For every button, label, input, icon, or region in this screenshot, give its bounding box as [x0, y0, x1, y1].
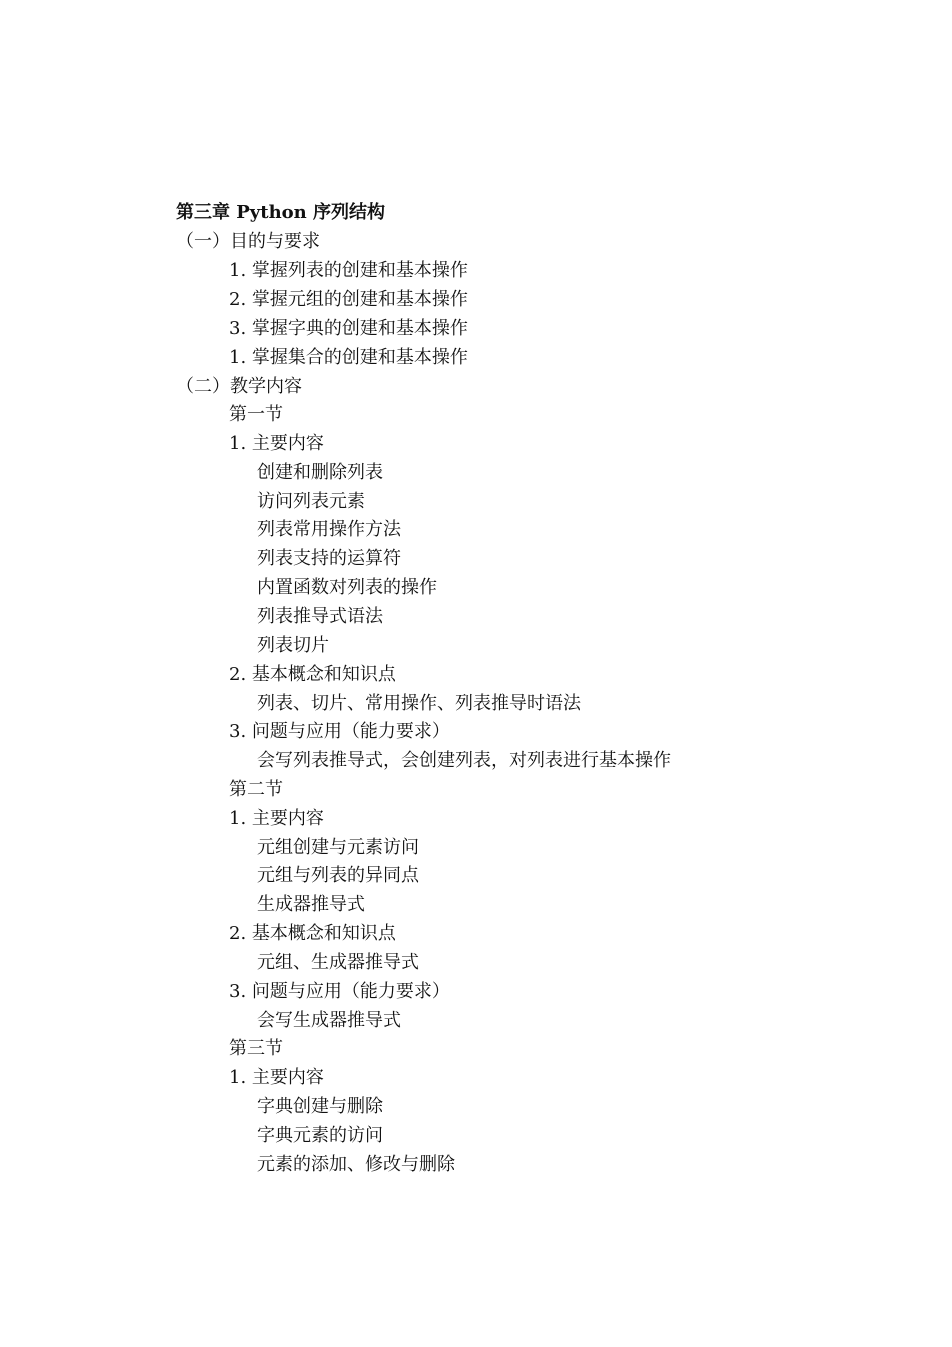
objective-item: 1. 掌握集合的创建和基本操作 [229, 347, 468, 368]
concepts-text: 列表、切片、常用操作、列表推导时语法 [257, 693, 581, 714]
main-content-item: 创建和删除列表 [257, 462, 383, 483]
objectives-heading: （一）目的与要求 [176, 231, 320, 252]
content-heading: （二）教学内容 [176, 376, 302, 397]
main-content-heading: 1. 主要内容 [229, 1067, 324, 1088]
concepts-heading: 2. 基本概念和知识点 [229, 923, 396, 944]
main-content-item: 字典创建与删除 [257, 1096, 383, 1117]
objective-item: 1. 掌握列表的创建和基本操作 [229, 260, 468, 281]
main-content-item: 生成器推导式 [257, 894, 365, 915]
ability-heading: 3. 问题与应用（能力要求） [229, 721, 450, 742]
ability-text: 会写列表推导式，会创建列表，对列表进行基本操作 [257, 750, 671, 771]
section-title: 第三节 [229, 1038, 283, 1059]
ability-heading: 3. 问题与应用（能力要求） [229, 981, 450, 1002]
objective-item: 3. 掌握字典的创建和基本操作 [229, 318, 468, 339]
main-content-item: 列表切片 [257, 635, 329, 656]
main-content-heading: 1. 主要内容 [229, 433, 324, 454]
main-content-item: 列表推导式语法 [257, 606, 383, 627]
section-title: 第一节 [229, 404, 283, 425]
main-content-item: 访问列表元素 [257, 491, 365, 512]
main-content-item: 列表常用操作方法 [257, 519, 401, 540]
main-content-item: 内置函数对列表的操作 [257, 577, 437, 598]
chapter-title: 第三章 Python 序列结构 [176, 202, 386, 223]
main-content-item: 元素的添加、修改与删除 [257, 1154, 455, 1175]
main-content-item: 元组与列表的异同点 [257, 865, 419, 886]
concepts-text: 元组、生成器推导式 [257, 952, 419, 973]
main-content-item: 元组创建与元素访问 [257, 837, 419, 858]
main-content-item: 字典元素的访问 [257, 1125, 383, 1146]
main-content-item: 列表支持的运算符 [257, 548, 401, 569]
main-content-heading: 1. 主要内容 [229, 808, 324, 829]
section-title: 第二节 [229, 779, 283, 800]
ability-text: 会写生成器推导式 [257, 1010, 401, 1031]
objective-item: 2. 掌握元组的创建和基本操作 [229, 289, 468, 310]
concepts-heading: 2. 基本概念和知识点 [229, 664, 396, 685]
